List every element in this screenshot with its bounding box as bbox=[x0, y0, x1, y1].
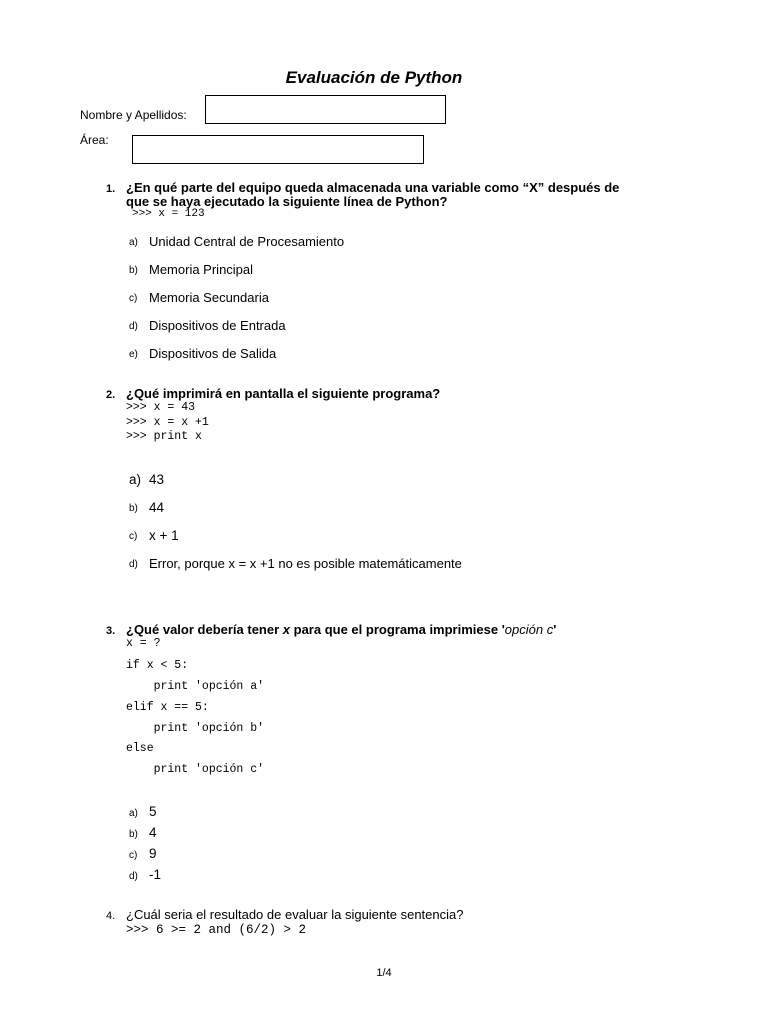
q3-option-c-letter: c) bbox=[129, 850, 138, 861]
q1-option-d-letter: d) bbox=[129, 321, 138, 332]
q2-option-d-letter: d) bbox=[129, 559, 138, 570]
question-4-number: 4. bbox=[106, 910, 116, 922]
page-title: Evaluación de Python bbox=[285, 68, 463, 87]
q3-option-d-text: -1 bbox=[149, 867, 162, 882]
q1-option-a-text: Unidad Central de Procesamiento bbox=[149, 234, 345, 249]
question-2-text: ¿Qué imprimirá en pantalla el siguiente programa? bbox=[126, 386, 441, 401]
question-3-text bbox=[126, 623, 556, 637]
question-3-text-pre: ¿Qué valor debería tener bbox=[126, 622, 283, 637]
q3-option-a-letter: a) bbox=[129, 808, 138, 819]
q1-option-b-letter: b) bbox=[129, 265, 138, 276]
q1-option-c-letter: c) bbox=[129, 293, 138, 304]
question-3-code-line: print 'opción a' bbox=[126, 680, 265, 693]
q2-option-c-letter: c) bbox=[129, 531, 138, 542]
question-3-code-line: elif x == 5: bbox=[126, 701, 209, 714]
question-3-code-line: else bbox=[126, 742, 154, 755]
question-3-code-line: x = ? bbox=[126, 637, 161, 650]
question-4-code: >>> 6 >= 2 and (6/2) > 2 bbox=[126, 923, 307, 937]
q1-option-e-letter: e) bbox=[129, 349, 138, 360]
question-3-code-line: if x < 5: bbox=[126, 659, 189, 672]
q2-option-a-letter: a) bbox=[129, 472, 142, 487]
q3-option-a-text: 5 bbox=[149, 804, 157, 819]
question-3-text-end: ' bbox=[553, 622, 557, 637]
question-3-variable: x bbox=[282, 622, 291, 637]
question-2-number: 2. bbox=[106, 389, 116, 401]
q1-option-a-letter: a) bbox=[129, 237, 138, 248]
question-2-code-line: >>> x = x +1 bbox=[126, 416, 209, 429]
question-3-code-line: print 'opción c' bbox=[126, 763, 265, 776]
question-1-code: >>> x = 123 bbox=[132, 208, 205, 220]
question-3-option-ref: opción c bbox=[504, 622, 554, 637]
q3-option-c-text: 9 bbox=[149, 846, 157, 861]
q3-option-b-letter: b) bbox=[129, 829, 138, 840]
q1-option-b-text: Memoria Principal bbox=[149, 262, 254, 277]
name-label: Nombre y Apellidos: bbox=[80, 108, 187, 122]
question-3-text-mid: para que el programa imprimiese ' bbox=[290, 622, 505, 637]
q2-option-a-text: 43 bbox=[149, 472, 165, 487]
q1-option-d-text: Dispositivos de Entrada bbox=[149, 318, 286, 333]
question-4-text: ¿Cuál seria el resultado de evaluar la siguiente sentencia? bbox=[126, 907, 464, 922]
question-1-number: 1. bbox=[106, 183, 116, 195]
question-3-code-line: print 'opción b' bbox=[126, 722, 265, 735]
q1-option-e-text: Dispositivos de Salida bbox=[149, 346, 277, 361]
q2-option-c-text: x + 1 bbox=[149, 528, 179, 543]
area-label: Área: bbox=[80, 133, 109, 147]
q3-option-b-text: 4 bbox=[149, 825, 157, 840]
q2-option-b-letter: b) bbox=[129, 503, 138, 514]
question-1-line-1: ¿En qué parte del equipo queda almacenada una variable como “X” después de bbox=[126, 180, 620, 195]
q1-option-c-text: Memoria Secundaria bbox=[149, 290, 269, 305]
name-field[interactable] bbox=[205, 95, 446, 124]
question-1-line-2: que se haya ejecutado la siguiente línea de Python? bbox=[126, 194, 448, 209]
q3-option-d-letter: d) bbox=[129, 871, 138, 882]
question-2-code-line: >>> x = 43 bbox=[126, 401, 196, 414]
area-field[interactable] bbox=[132, 135, 424, 164]
question-3-number: 3. bbox=[106, 625, 116, 637]
q2-option-d-text: Error, porque x = x +1 no es posible matemáticamente bbox=[149, 556, 462, 571]
page-number: 1/4 bbox=[376, 967, 392, 979]
q2-option-b-text: 44 bbox=[149, 500, 165, 515]
question-2-code-line: >>> print x bbox=[126, 430, 202, 443]
